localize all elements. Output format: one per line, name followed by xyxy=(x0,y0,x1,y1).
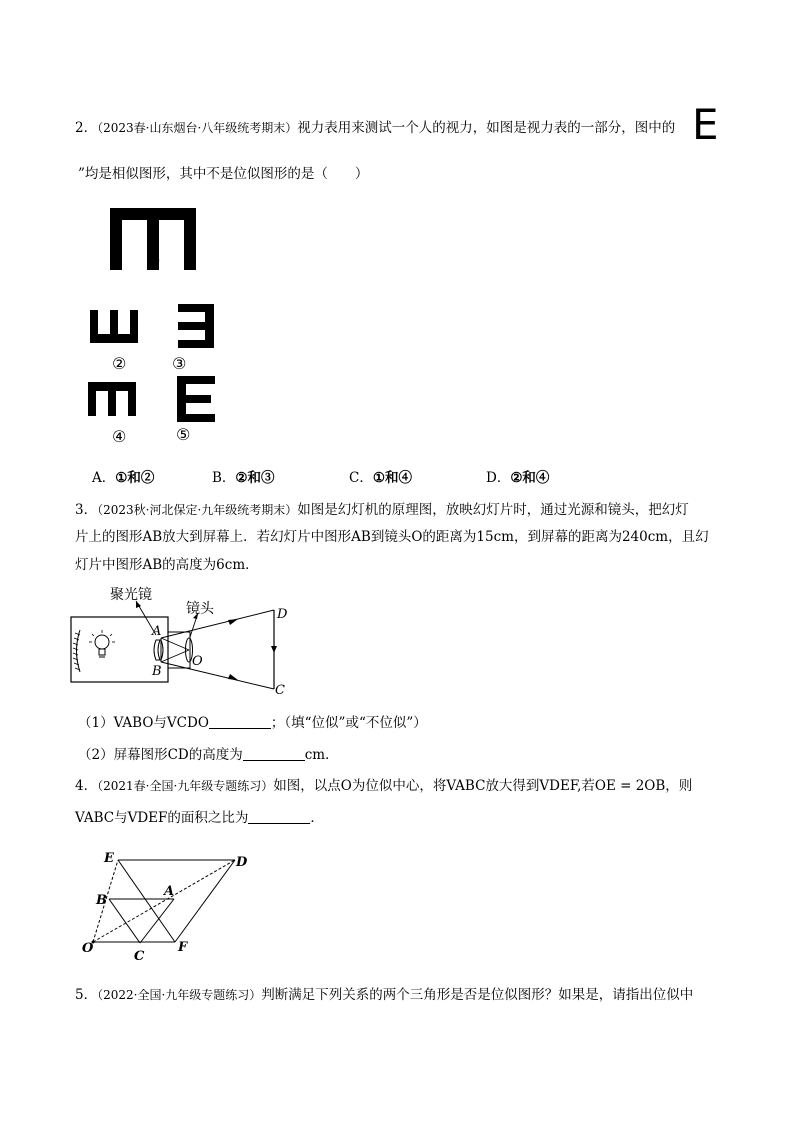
option-a-key: A． xyxy=(92,470,116,486)
e-symbol-5 xyxy=(177,376,215,422)
point-o: O xyxy=(82,941,94,956)
q4-line2 xyxy=(75,808,324,828)
point-c: C xyxy=(134,949,145,964)
q5-line1 xyxy=(75,985,693,1005)
q2-number: 2． xyxy=(75,120,98,136)
q2-source: （2023春·山东烟台·八年级统考期末） xyxy=(97,121,298,135)
q5-number: 5． xyxy=(75,987,98,1003)
q3-stem-2: 片上的图形AB放大到屏幕上．若幻灯片中图形AB到镜头O的距离为15cm，到屏幕的距离为240cm，且幻 xyxy=(75,529,709,545)
option-b-key: B． xyxy=(212,470,236,486)
point-c: C xyxy=(275,683,285,698)
e-label-2: ② xyxy=(112,354,127,373)
label-condenser: 聚光镜 xyxy=(110,587,152,603)
point-d: D xyxy=(236,855,248,870)
q3-line1 xyxy=(75,500,689,520)
q2-option-c[interactable] xyxy=(349,466,412,486)
q3-sub1-blank[interactable] xyxy=(209,714,271,729)
q4-stem-2: VABC与VDEF的面积之比为 xyxy=(75,810,249,826)
e-symbol-4 xyxy=(88,382,136,416)
e-label-5: ⑤ xyxy=(176,425,191,444)
bulb-icon xyxy=(89,630,115,657)
e-label-4: ④ xyxy=(112,427,127,446)
point-o: O xyxy=(192,654,203,669)
point-e: E xyxy=(104,851,114,866)
q4-number: 4． xyxy=(75,778,98,794)
option-d-text: ②和④ xyxy=(510,470,550,486)
point-b: B xyxy=(96,893,107,908)
point-f: F xyxy=(178,940,188,955)
point-a: A xyxy=(164,884,175,899)
q4-stem-2-end: ． xyxy=(310,810,324,826)
q3-number: 3． xyxy=(75,502,98,518)
point-b: B xyxy=(152,664,162,679)
option-c-text: ①和④ xyxy=(372,470,412,486)
option-b-text: ②和③ xyxy=(235,470,275,486)
option-c-key: C． xyxy=(349,470,373,486)
q2-option-b[interactable] xyxy=(212,466,275,486)
e-label-3: ③ xyxy=(172,354,187,373)
q3-sub1 xyxy=(78,713,427,733)
q3-sub2-suffix: cm． xyxy=(304,747,339,763)
q4-stem-1: 如图，以点O为位似中心，将VABC放大得到VDEF,若OE = 2OB，则 xyxy=(273,778,693,794)
label-lens: 镜头 xyxy=(186,601,214,617)
q4-source: （2021春·全国·九年级专题练习） xyxy=(97,779,274,793)
q2-stem-2: ”均是相似图形，其中不是位似图形的是（ ） xyxy=(78,166,369,182)
q2-line1 xyxy=(75,118,675,138)
q3-sub1-suffix: ；（填“位似”或“不位似”） xyxy=(270,715,427,731)
q4-answer-blank[interactable] xyxy=(248,809,310,824)
q2-option-a[interactable] xyxy=(92,466,154,486)
q3-sub2-prefix: （2）屏幕图形CD的高度为 xyxy=(78,747,243,763)
q3-stem-3: 灯片中图形AB的高度为6cm． xyxy=(75,557,259,573)
e-label-1: ① xyxy=(146,251,161,270)
homothety-figure xyxy=(78,848,258,968)
q2-stem-1: 视力表用来测试一个人的视力，如图是视力表的一部分，图中的 xyxy=(297,120,676,136)
q3-sub1-triangles: VABO与VCDO xyxy=(113,715,209,731)
e-symbol-3 xyxy=(178,304,214,348)
q3-sub2-blank[interactable] xyxy=(243,746,305,761)
point-d: D xyxy=(277,607,288,622)
point-a: A xyxy=(152,624,162,639)
q5-source: （2022·全国·九年级专题练习） xyxy=(97,988,262,1002)
option-a-text: ①和② xyxy=(115,470,155,486)
q5-stem-1: 判断满足下列关系的两个三角形是否是位似图形？如果是，请指出位似中 xyxy=(261,987,694,1003)
q3-source: （2023秋·河北保定·九年级统考期末） xyxy=(97,503,298,517)
q4-line1 xyxy=(75,776,692,796)
q3-sub2 xyxy=(78,745,339,765)
e-symbol-2 xyxy=(90,310,138,343)
eye-chart-figure xyxy=(80,200,240,450)
projector-diagram xyxy=(68,585,308,700)
q3-sub1-prefix: （1） xyxy=(78,715,114,731)
option-d-key: D． xyxy=(486,470,511,486)
q2-option-d[interactable] xyxy=(486,466,549,486)
q3-stem-1: 如图是幻灯机的原理图，放映幻灯片时，通过光源和镜头，把幻灯 xyxy=(297,502,689,518)
q2-inline-e-glyph: E xyxy=(692,100,719,149)
